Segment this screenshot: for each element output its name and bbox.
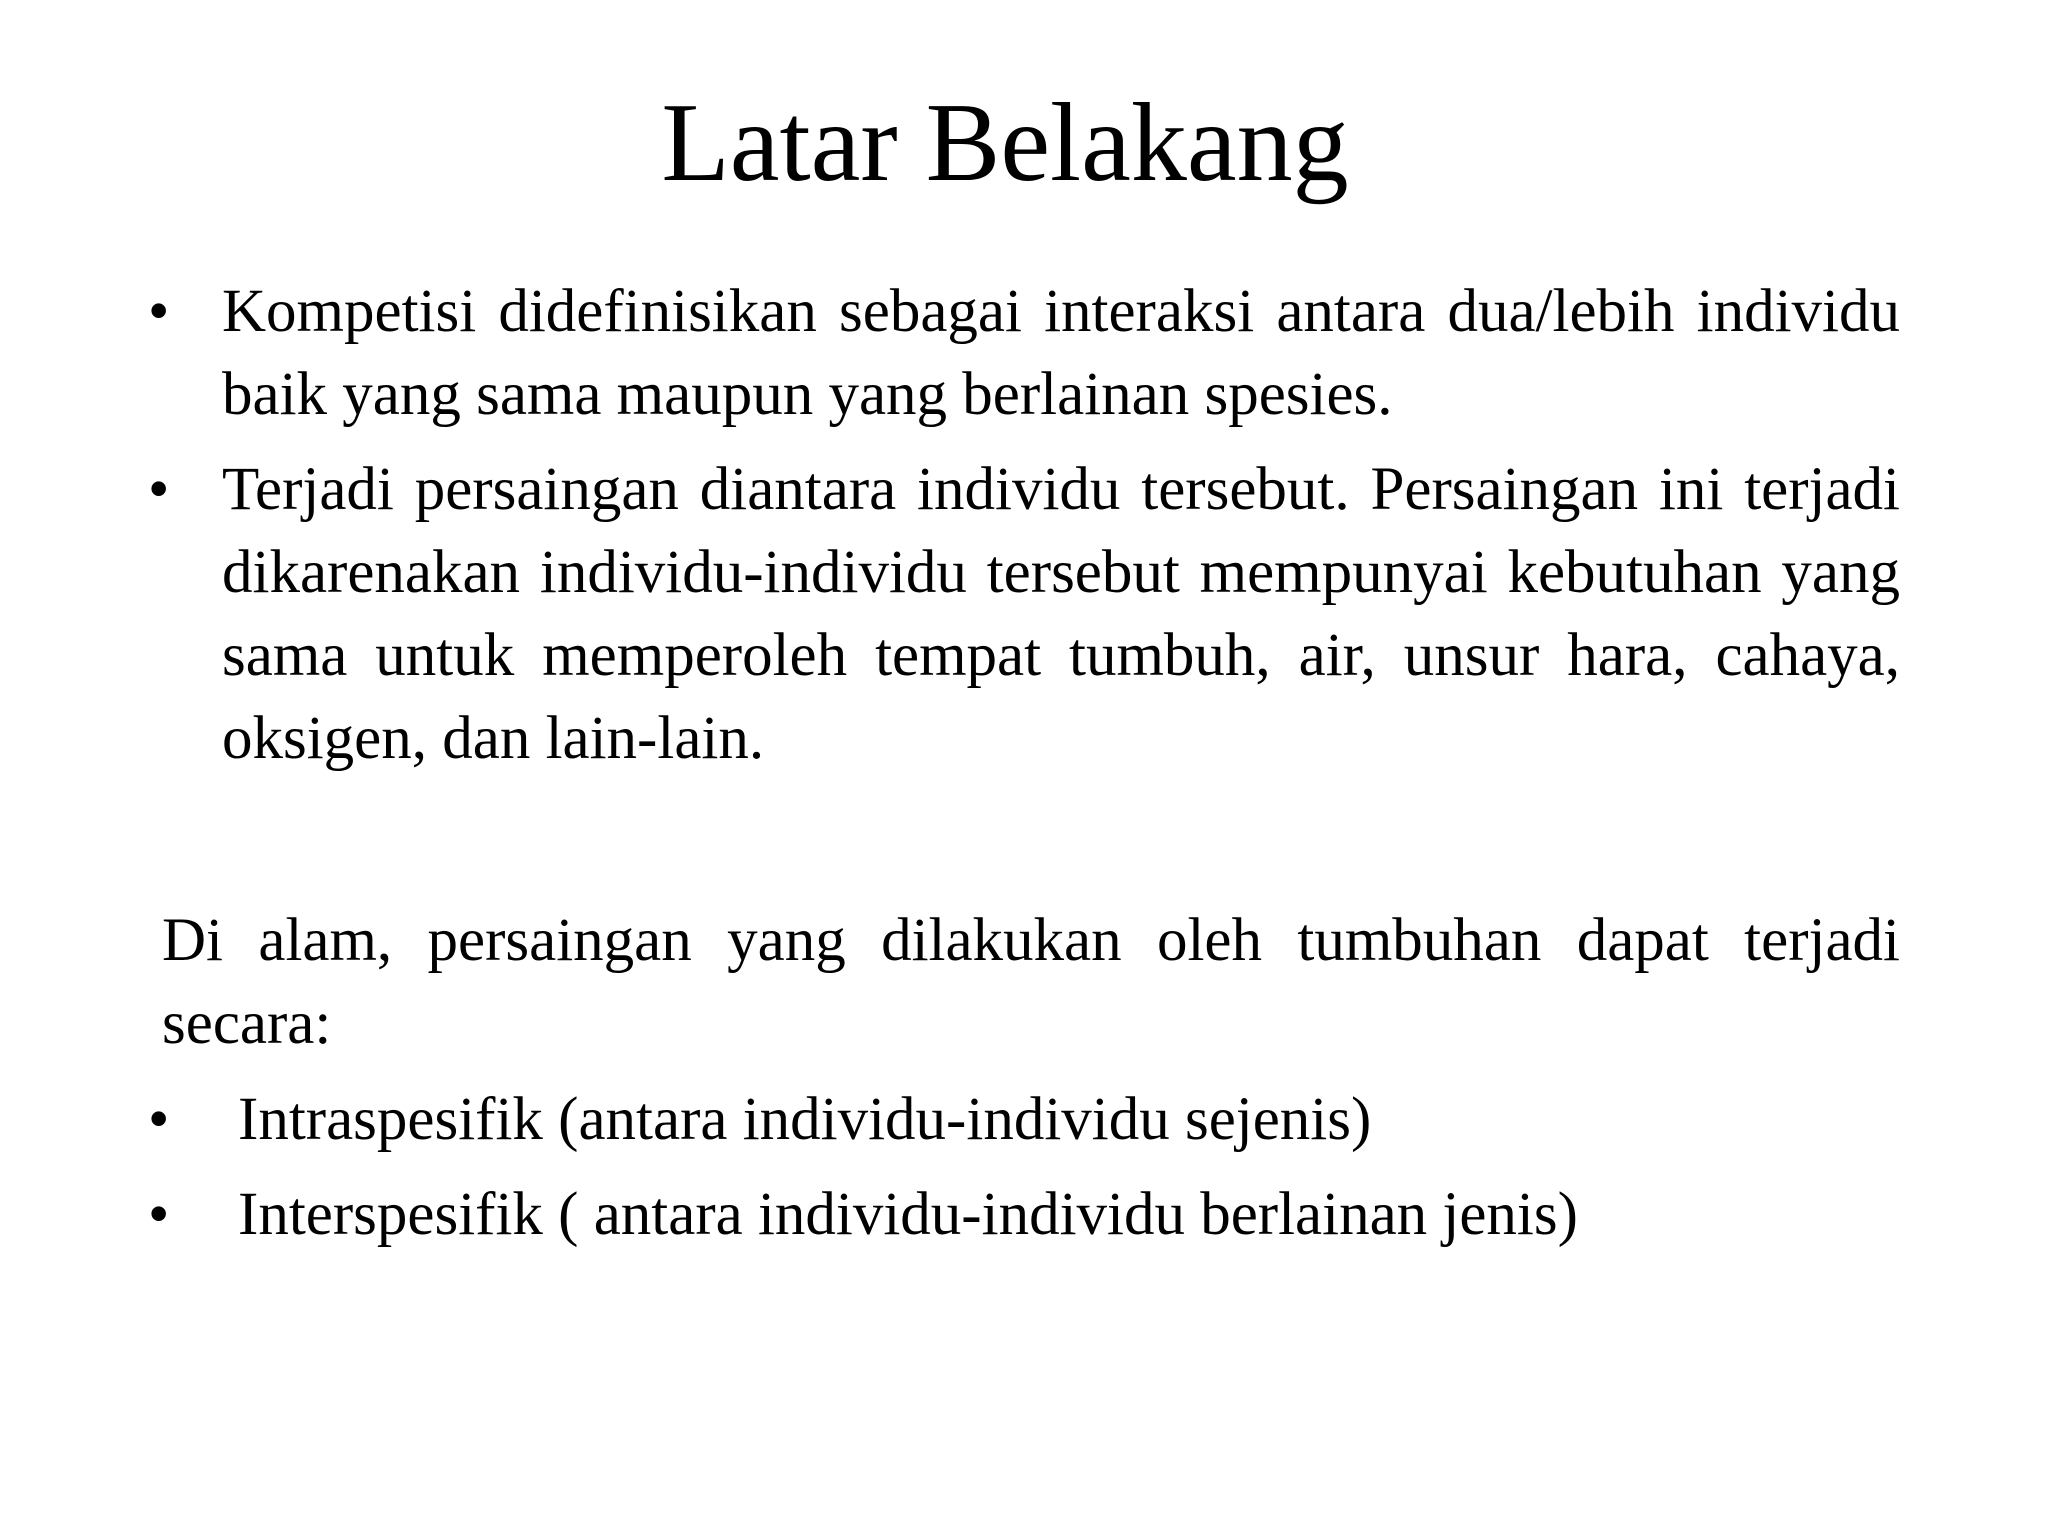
bullet-icon: • bbox=[148, 1086, 170, 1153]
bullet-text: Intraspesifik (antara individu-individu sejenis) bbox=[238, 1086, 1372, 1153]
bullet-text: Kompetisi didefinisikan sebagai interaksi antara dua/lebih individu baik yang sama maupun yang berlainan spesies. bbox=[222, 278, 1900, 428]
bullet-icon: • bbox=[148, 1181, 170, 1248]
list-item bbox=[140, 270, 1900, 436]
bullet-text: Terjadi persaingan diantara individu tersebut. Persaingan ini terjadi dikarenakan individu-individu tersebut mempunyai kebutuhan yang sama untuk memperoleh tempat tumbuh, air, unsur hara, cahaya, oksigen, dan lain-lain. bbox=[222, 456, 1900, 772]
slide-title: Latar Belakang bbox=[661, 81, 1349, 205]
bullet-icon: • bbox=[148, 456, 170, 523]
bullet-list-top bbox=[140, 270, 1900, 792]
bullet-icon: • bbox=[148, 278, 170, 345]
list-item bbox=[140, 448, 1900, 780]
intro-paragraph: Di alam, persaingan yang dilakukan oleh tumbuhan dapat terjadi secara: bbox=[162, 907, 1900, 1057]
bullet-list-bottom bbox=[140, 1078, 1900, 1268]
list-item bbox=[140, 1173, 1900, 1256]
list-item bbox=[140, 1078, 1900, 1161]
bullet-text: Interspesifik ( antara individu-individu berlainan jenis) bbox=[238, 1181, 1578, 1248]
